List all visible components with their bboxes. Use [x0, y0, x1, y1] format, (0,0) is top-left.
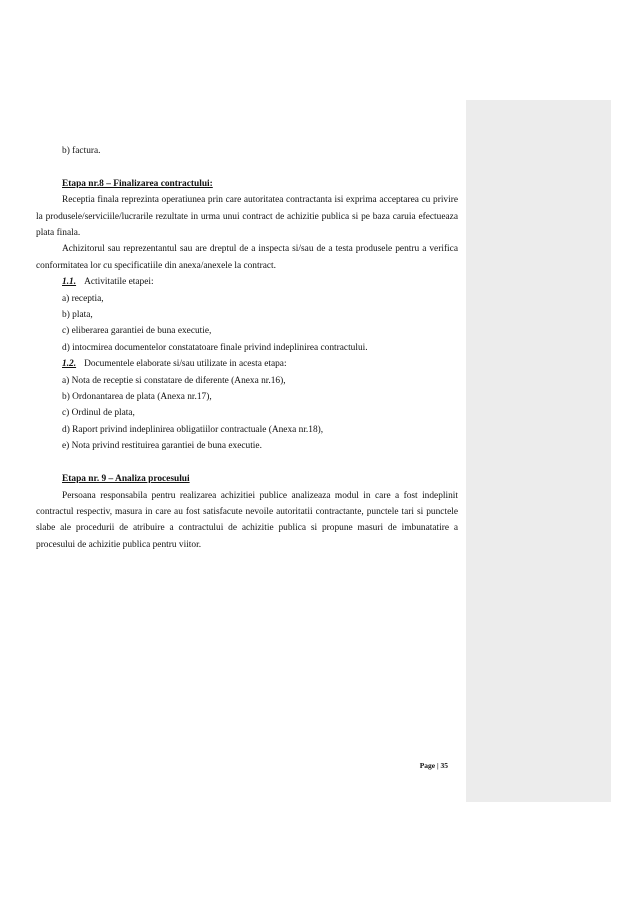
list-item: e) Nota privind restituirea garantiei de buna executie. — [62, 441, 262, 452]
list-item: a) Nota de receptie si constatare de diferente (Anexa nr.16), — [62, 375, 286, 386]
subsection-1-1-number: 1.1. — [62, 277, 77, 288]
subsection-1-1 — [36, 274, 458, 290]
etapa8-heading: Etapa nr.8 – Finalizarea contractului: — [62, 178, 213, 189]
page-number: Page | 35 — [419, 761, 448, 770]
subsection-1-1-title: Activitatile etapei: — [84, 277, 154, 288]
etapa8-paragraph-2: Achizitorul sau reprezentantul sau are dreptul de a inspecta si/sau de a testa produsele pentru a verifica conformitatea lor cu specificatiile din anexa/anexele la contract. — [36, 244, 458, 271]
page-body — [36, 143, 458, 553]
subsection-1-2-number: 1.2. — [62, 359, 77, 370]
list-item: b) Ordonantarea de plata (Anexa nr.17), — [62, 392, 212, 403]
comment-pane — [466, 100, 611, 802]
list-item: d) Raport privind indeplinirea obligatiilor contractuale (Anexa nr.18), — [62, 424, 324, 435]
etapa9-heading-line — [36, 471, 458, 487]
list-item: c) Ordinul de plata, — [62, 408, 135, 419]
subsection-1-2-title: Documentele elaborate si/sau utilizate in acesta etapa: — [84, 359, 287, 370]
etapa8-paragraph-1: Receptia finala reprezinta operatiunea prin care autoritatea contractanta isi exprima acceptarea cu privire la produsele/serviciile/lucrarile rezultate in urma unui contract de achizitie publica si pe baza caruia efectueaza plata finala. — [36, 195, 458, 239]
etapa9-heading: Etapa nr. 9 – Analiza procesului — [62, 474, 190, 485]
list-item: c) eliberarea garantiei de buna executie, — [62, 326, 212, 337]
list-item: a) receptia, — [62, 293, 104, 304]
list-item-factura: b) factura. — [62, 146, 101, 156]
etapa8-heading-line — [36, 176, 458, 192]
list-item: b) plata, — [62, 310, 93, 321]
list-item: d) intocmirea documentelor constatatoare finale privind indeplinirea contractului. — [62, 342, 368, 353]
etapa9-paragraph-1: Persoana responsabila pentru realizarea achizitiei publice analizeaza modul in care a fost indeplinit contractul respectiv, masura in care au fost satisfacute nevoile autoritatii contractante, punctele tari si punctele slabe ale procedurii de atribuire a contractului de achizitie publica si propune masuri de imbunatatire a procesului de achizitie publica pentru viitor. — [36, 490, 458, 550]
subsection-1-2 — [36, 356, 458, 372]
